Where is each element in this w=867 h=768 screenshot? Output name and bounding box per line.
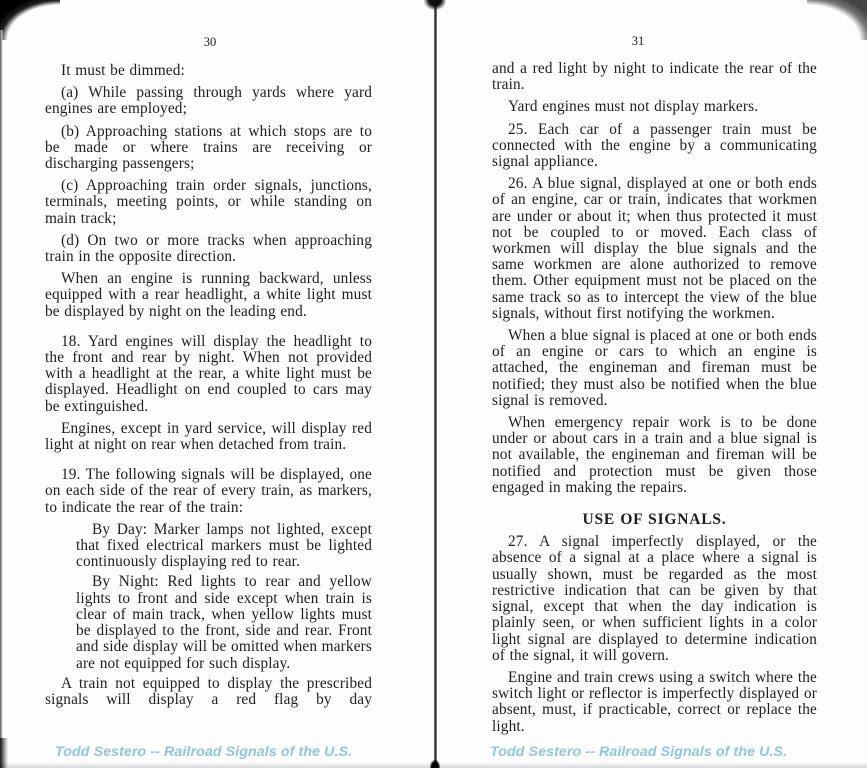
paragraph: It must be dimmed: bbox=[61, 62, 185, 79]
rule-26-paragraph: 26. A blue signal, displayed at one or both ends of an engine, car or train, indicates that workmen are under or about it; when thus protected it must not be coupled to or moved. Each class of workmen will display the blue signals and the same workmen are alone authorized to remove them. Other equipment must not be placed on the same track so as to intercept the view of the blue signals, without first notifying the workmen. bbox=[492, 175, 817, 322]
page-text-column bbox=[492, 61, 817, 741]
paragraph: Engine and train crews using a switch where the switch light or reflector is imperfectly displayed or absent, must, if practicable, correct or replace the light. bbox=[492, 668, 817, 735]
rule-18-paragraph: 18. Yard engines will display the headlight to the front and rear by night. When not provided with a headlight at the rear, a white light must be displayed. Headlight on end coupled to cars may be extinguished. bbox=[45, 332, 372, 415]
book-gutter bbox=[424, 0, 446, 10]
by-night-paragraph: By Night: Red lights to rear and yellow lights to front and side except when train is clear of main track, when yellow lights must be displayed to the front, side and rear. Front and side display will be omitted when markers are not equipped for such display. bbox=[76, 573, 373, 672]
page-number: 30 bbox=[203, 35, 217, 49]
page-corner-shadow bbox=[0, 0, 60, 40]
page-edge bbox=[0, 30, 3, 768]
rule-19-paragraph: 19. The following signals will be displayed, one on each side of the rear of every train, as markers, to indicate the rear of the train: bbox=[45, 466, 372, 516]
watermark: Todd Sestero -- Railroad Signals of the U.S. bbox=[55, 744, 353, 760]
page-corner-shadow bbox=[807, 0, 867, 40]
paragraph: (c) Approaching train order signals, junctions, terminals, meeting points, or while standing on main track; bbox=[45, 177, 372, 227]
page-edge bbox=[0, 762, 867, 768]
paragraph: A train not equipped to display the prescribed signals will display a red flag by day bbox=[45, 674, 372, 708]
section-heading: USE OF SIGNALS. bbox=[582, 511, 727, 529]
page-text-column bbox=[45, 63, 372, 714]
book-gutter bbox=[434, 0, 437, 768]
page-number: 31 bbox=[631, 34, 645, 48]
paragraph: When a blue signal is placed at one or both ends of an engine or cars to which an engine is attached, the engineman and fireman must be notified; they must also be notified when the blue signal is removed. bbox=[492, 327, 817, 409]
paragraph: Yard engines must not display markers. bbox=[508, 98, 759, 116]
paragraph: and a red light by night to indicate the rear of the train. bbox=[492, 60, 817, 94]
paragraph: (d) On two or more tracks when approaching train in the opposite direction. bbox=[45, 231, 372, 266]
paragraph: When an engine is running backward, unless equipped with a rear headlight, a white light must be displayed by night on the leading end. bbox=[45, 270, 372, 320]
by-day-paragraph: By Day: Marker lamps not lighted, except that fixed electrical markers must be lighted continuously displaying red to rear. bbox=[76, 520, 372, 571]
watermark: Todd Sestero -- Railroad Signals of the U.S. bbox=[490, 744, 788, 760]
paragraph: When emergency repair work is to be done under or about cars in a train and a blue signal is not available, the engineman and fireman will be notified and protection must be given those engaged in making the repairs. bbox=[492, 414, 817, 496]
right-page bbox=[437, 0, 867, 768]
paragraph: (b) Approaching stations at which stops are to be made or where trains are receiving or discharging passengers; bbox=[45, 122, 372, 173]
rule-25-paragraph: 25. Each car of a passenger train must be connected with the engine by a communicating signal appliance. bbox=[492, 120, 817, 171]
rule-27-paragraph: 27. A signal imperfectly displayed, or the absence of a signal at a place where a signal is usually shown, must be regarded as the most restrictive indication that can be given by that signal, except that when the day indication is plainly seen, or when sufficient lights in a color light signal are displayed to determine indication of the signal, it will govern. bbox=[492, 533, 817, 664]
paragraph: Engines, except in yard service, will display red light at night on rear when detached from train. bbox=[45, 419, 372, 454]
paragraph: (a) While passing through yards where yard engines are employed; bbox=[45, 84, 372, 118]
